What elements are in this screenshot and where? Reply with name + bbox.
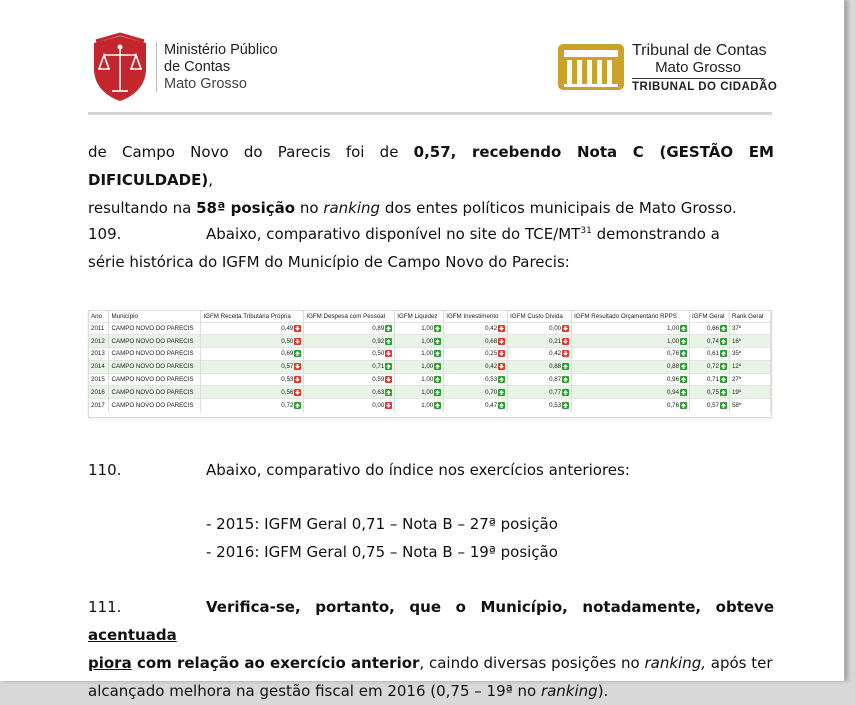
intro-bold-1: 0,57, recebendo Nota C (GESTÃO EM DIFICULDADE)	[88, 143, 774, 189]
cell-value-text: 0,47	[485, 402, 498, 409]
cell-value-text: 0,50	[281, 337, 294, 345]
cell-value-text: 0,87	[549, 376, 562, 384]
p111-line3-b: ).	[597, 682, 609, 700]
arrow-down-icon	[562, 325, 569, 332]
mpc-line3: Mato Grosso	[164, 76, 247, 92]
col-investimento: IGFM Investimento	[444, 311, 508, 322]
col-resultado-rpps: IGFM Resultado Orçamentário RPPS	[572, 311, 690, 322]
cell-value	[201, 348, 304, 361]
cell-value	[304, 348, 395, 361]
table-body	[89, 322, 771, 412]
cell-ano: 2015	[89, 373, 109, 386]
arrow-down-icon	[294, 338, 301, 345]
col-liquidez: IGFM Liquidez	[395, 311, 444, 322]
cell-value	[395, 373, 444, 386]
cell-value	[201, 373, 304, 386]
cell-municipio: CAMPO NOVO DO PARECIS	[109, 348, 201, 361]
arrow-up-icon	[680, 338, 687, 345]
arrow-up-icon	[434, 376, 441, 383]
cell-value	[508, 399, 572, 412]
p109-text-1: Abaixo, comparativo disponível no site do TCE/MT	[206, 225, 581, 243]
cell-value	[395, 322, 444, 335]
cell-ano: 2012	[89, 335, 109, 348]
p111-text-2: após ter	[706, 654, 773, 672]
cell-value	[304, 360, 395, 373]
table-row	[89, 373, 771, 386]
cell-value-text: 1,00	[421, 388, 434, 396]
tce-line3: TRIBUNAL DO CIDADÃO	[632, 81, 778, 93]
cell-value	[508, 322, 572, 335]
cell-value-text: 1,00	[421, 324, 434, 332]
cell-value-text: 1,00	[666, 337, 680, 345]
cell-value	[444, 335, 508, 348]
table-row	[89, 360, 771, 373]
cell-value	[201, 360, 304, 373]
cell-value	[690, 373, 730, 386]
cell-rank: 16º	[729, 335, 770, 348]
cell-rank: 12º	[729, 360, 770, 373]
table-row	[89, 348, 771, 361]
cell-value	[572, 360, 690, 373]
cell-value-text: 0,61	[706, 350, 719, 358]
col-custo-divida: IGFM Custo Dívida	[508, 311, 572, 322]
cell-value-text: 0,42	[485, 324, 498, 332]
p111-text-1: , caindo diversas posições no	[419, 654, 645, 672]
cell-value	[508, 348, 572, 361]
cell-value-text: 1,00	[666, 324, 680, 332]
paragraph-number-109: 109.	[88, 225, 122, 243]
table-row	[89, 386, 771, 399]
cell-municipio: CAMPO NOVO DO PARECIS	[109, 360, 201, 373]
cell-value-text: 1,00	[421, 350, 434, 358]
mpc-line2: de Contas	[164, 59, 231, 75]
cell-rank: 19º	[729, 386, 770, 399]
cell-value	[508, 386, 572, 399]
cell-value	[444, 322, 508, 335]
cell-value	[201, 386, 304, 399]
cell-value	[444, 360, 508, 373]
cell-value	[690, 348, 730, 361]
cell-value-text: 1,00	[421, 402, 434, 409]
cell-value-text: 0,88	[666, 363, 680, 371]
cell-value-text: 0,59	[372, 376, 385, 384]
arrow-down-icon	[385, 402, 392, 409]
cell-value-text: 0,69	[281, 350, 294, 358]
arrow-up-icon	[434, 402, 441, 409]
cell-value-text: 0,76	[666, 402, 680, 409]
arrow-up-icon	[498, 376, 505, 383]
cell-municipio: CAMPO NOVO DO PARECIS	[109, 399, 201, 412]
cell-value	[304, 386, 395, 399]
intro-paragraph	[88, 138, 774, 222]
col-geral: IGFM Geral	[690, 311, 730, 322]
arrow-up-icon	[294, 402, 301, 409]
p111-bold-underline-2: piora	[88, 654, 132, 672]
arrow-down-icon	[294, 325, 301, 332]
cell-value	[444, 386, 508, 399]
intro-text-2: resultando na	[88, 199, 197, 217]
arrow-up-icon	[720, 338, 727, 345]
arrow-down-icon	[385, 350, 392, 357]
table-row	[89, 322, 771, 335]
arrow-down-icon	[562, 338, 569, 345]
cell-value-text: 0,92	[372, 337, 385, 345]
cell-value	[508, 373, 572, 386]
arrow-up-icon	[434, 350, 441, 357]
mpc-divider	[156, 42, 157, 92]
arrow-up-icon	[680, 325, 687, 332]
arrow-up-icon	[562, 363, 569, 370]
p109-line-2: série histórica do IGFM do Município de Campo Novo do Parecis:	[88, 253, 570, 271]
arrow-up-icon	[720, 325, 727, 332]
cell-ano: 2011	[89, 322, 109, 335]
cell-value	[508, 360, 572, 373]
intro-bold-2: 58ª posição	[196, 199, 296, 217]
cell-value-text: 0,71	[372, 363, 385, 371]
cell-ano: 2017	[89, 399, 109, 412]
cell-value-text: 0,68	[485, 337, 498, 345]
cell-value	[572, 322, 690, 335]
cell-value-text: 1,00	[421, 337, 434, 345]
cell-value	[572, 373, 690, 386]
cell-value-text: 0,57	[706, 402, 719, 409]
cell-value-text: 0,21	[549, 337, 562, 345]
cell-value	[304, 373, 395, 386]
footnote-ref-31[interactable]: 31	[580, 226, 592, 236]
igfm-history-table-image	[88, 310, 772, 418]
cell-value	[395, 399, 444, 412]
arrow-up-icon	[434, 325, 441, 332]
cell-value	[444, 399, 508, 412]
header-rule	[88, 112, 772, 115]
col-despesa: IGFM Despesa com Pessoal	[304, 311, 395, 322]
cell-value-text: 0,66	[706, 324, 719, 332]
arrow-up-icon	[385, 389, 392, 396]
cell-municipio: CAMPO NOVO DO PARECIS	[109, 335, 201, 348]
cell-value	[572, 399, 690, 412]
arrow-up-icon	[498, 402, 505, 409]
cell-value-text: 0,89	[372, 324, 385, 332]
paragraph-number-110: 110.	[88, 461, 122, 479]
arrow-down-icon	[294, 363, 301, 370]
cell-value-text: 0,75	[706, 388, 719, 396]
cell-value-text: 0,50	[372, 350, 385, 358]
col-rank: Rank Geral	[729, 311, 770, 322]
cell-value	[304, 335, 395, 348]
intro-text-1: de Campo Novo do Parecis foi de	[88, 143, 414, 161]
arrow-up-icon	[385, 363, 392, 370]
cell-rank: 58º	[729, 399, 770, 412]
cell-municipio: CAMPO NOVO DO PARECIS	[109, 386, 201, 399]
cell-rank: 27º	[729, 373, 770, 386]
tce-rule	[632, 78, 764, 79]
p111-line3-italic: ranking	[540, 682, 598, 700]
cell-value-text: 0,42	[485, 363, 498, 371]
table-header-row	[89, 311, 771, 322]
col-receita: IGFM Receita Tributária Própria	[201, 311, 304, 322]
cell-rank: 35º	[729, 348, 770, 361]
arrow-up-icon	[680, 350, 687, 357]
arrow-up-icon	[434, 363, 441, 370]
cell-value	[395, 386, 444, 399]
cell-value-text: 0,25	[485, 350, 498, 358]
col-ano: Ano	[89, 311, 109, 322]
list-item: - 2016: IGFM Geral 0,75 – Nota B – 19ª posição	[206, 543, 558, 561]
cell-value	[572, 335, 690, 348]
cell-value	[395, 335, 444, 348]
tce-building-logo-icon	[556, 42, 626, 92]
cell-value-text: 0,49	[281, 324, 294, 332]
cell-value-text: 0,57	[281, 363, 294, 371]
cell-value-text: 0,88	[549, 363, 562, 371]
table-row	[89, 399, 771, 412]
p111-bold-1: Verifica-se, portanto, que o Município, notadamente, obteve	[206, 598, 774, 616]
cell-municipio: CAMPO NOVO DO PARECIS	[109, 322, 201, 335]
cell-value-text: 0,63	[372, 388, 385, 396]
arrow-down-icon	[385, 376, 392, 383]
p110-text: Abaixo, comparativo do índice nos exercícios anteriores:	[206, 461, 630, 479]
intro-text-1c: ,	[208, 171, 214, 189]
intro-text-2c: no	[295, 199, 324, 217]
arrow-up-icon	[720, 350, 727, 357]
arrow-up-icon	[680, 376, 687, 383]
arrow-up-icon	[498, 389, 505, 396]
cell-value	[395, 348, 444, 361]
tce-line1: Tribunal de Contas	[632, 42, 767, 59]
arrow-down-icon	[562, 350, 569, 357]
p111-bold-2: com relação ao exercício anterior	[131, 654, 420, 672]
cell-value-text: 0,53	[281, 376, 294, 384]
cell-value-text: 0,70	[485, 388, 498, 396]
cell-value-text: 0,56	[281, 388, 294, 396]
arrow-up-icon	[562, 376, 569, 383]
arrow-up-icon	[434, 338, 441, 345]
paragraph-109	[88, 220, 774, 276]
arrow-up-icon	[562, 389, 569, 396]
tce-name	[632, 42, 777, 94]
table-row	[89, 335, 771, 348]
list-item: - 2015: IGFM Geral 0,71 – Nota B – 27ª posição	[206, 515, 558, 533]
arrow-up-icon	[294, 350, 301, 357]
arrow-down-icon	[498, 325, 505, 332]
arrow-down-icon	[498, 363, 505, 370]
cell-ano: 2013	[89, 348, 109, 361]
cell-value	[444, 373, 508, 386]
cell-value	[690, 335, 730, 348]
cell-value	[690, 399, 730, 412]
cell-value	[304, 322, 395, 335]
cell-value-text: 0,77	[549, 388, 562, 396]
arrow-down-icon	[294, 389, 301, 396]
arrow-up-icon	[680, 363, 687, 370]
arrow-up-icon	[562, 402, 569, 409]
paragraph-111	[88, 593, 774, 705]
arrow-up-icon	[385, 325, 392, 332]
paragraph-110	[88, 456, 774, 484]
cell-value-text: 1,00	[421, 363, 434, 371]
arrow-down-icon	[498, 338, 505, 345]
cell-value-text: 0,72	[281, 402, 294, 409]
cell-value	[572, 386, 690, 399]
cell-value-text: 0,00	[372, 402, 385, 409]
arrow-up-icon	[720, 389, 727, 396]
p109-text-2: demonstrando a	[591, 225, 720, 243]
cell-rank: 37º	[729, 322, 770, 335]
arrow-down-icon	[294, 376, 301, 383]
arrow-up-icon	[720, 376, 727, 383]
paragraph-number-111: 111.	[88, 598, 122, 616]
cell-value-text: 0,76	[666, 350, 680, 358]
intro-italic: ranking	[323, 199, 381, 217]
p111-bold-underline-1: acentuada	[88, 626, 177, 644]
cell-value-text: 0,96	[666, 376, 680, 384]
p111-line3-a: alcançado melhora na gestão fiscal em 2016 (0,75 – 19ª no	[88, 682, 541, 700]
cell-value-text: 0,71	[706, 376, 719, 384]
cell-value	[201, 399, 304, 412]
arrow-up-icon	[720, 402, 727, 409]
igfm-history-table	[89, 311, 771, 412]
cell-value	[690, 322, 730, 335]
cell-value-text: 0,94	[666, 388, 680, 396]
cell-value-text: 0,53	[485, 376, 498, 384]
cell-value-text: 0,00	[549, 324, 562, 332]
cell-value	[690, 386, 730, 399]
arrow-up-icon	[385, 338, 392, 345]
cell-ano: 2014	[89, 360, 109, 373]
cell-value	[201, 335, 304, 348]
mpc-scales-logo-icon	[90, 33, 150, 103]
cell-value-text: 0,42	[549, 350, 562, 358]
mpc-name	[164, 42, 278, 93]
arrow-up-icon	[720, 363, 727, 370]
cell-ano: 2016	[89, 386, 109, 399]
cell-value-text: 0,74	[706, 337, 719, 345]
arrow-up-icon	[680, 402, 687, 409]
p111-italic-1: ranking,	[644, 654, 706, 672]
col-municipio: Município	[109, 311, 201, 322]
cell-value-text: 0,72	[706, 363, 719, 371]
arrow-up-icon	[434, 389, 441, 396]
cell-value	[395, 360, 444, 373]
cell-value	[690, 360, 730, 373]
intro-text-2d: dos entes políticos municipais de Mato Grosso.	[380, 199, 737, 217]
cell-value	[572, 348, 690, 361]
cell-value	[201, 322, 304, 335]
mpc-line1: Ministério Público	[164, 42, 278, 58]
cell-value	[444, 348, 508, 361]
arrow-up-icon	[680, 389, 687, 396]
cell-value-text: 1,00	[421, 376, 434, 384]
cell-value	[304, 399, 395, 412]
arrow-down-icon	[498, 350, 505, 357]
cell-value-text: 0,53	[549, 402, 562, 409]
cell-municipio: CAMPO NOVO DO PARECIS	[109, 373, 201, 386]
cell-value	[508, 335, 572, 348]
tce-line2: Mato Grosso	[655, 59, 741, 76]
